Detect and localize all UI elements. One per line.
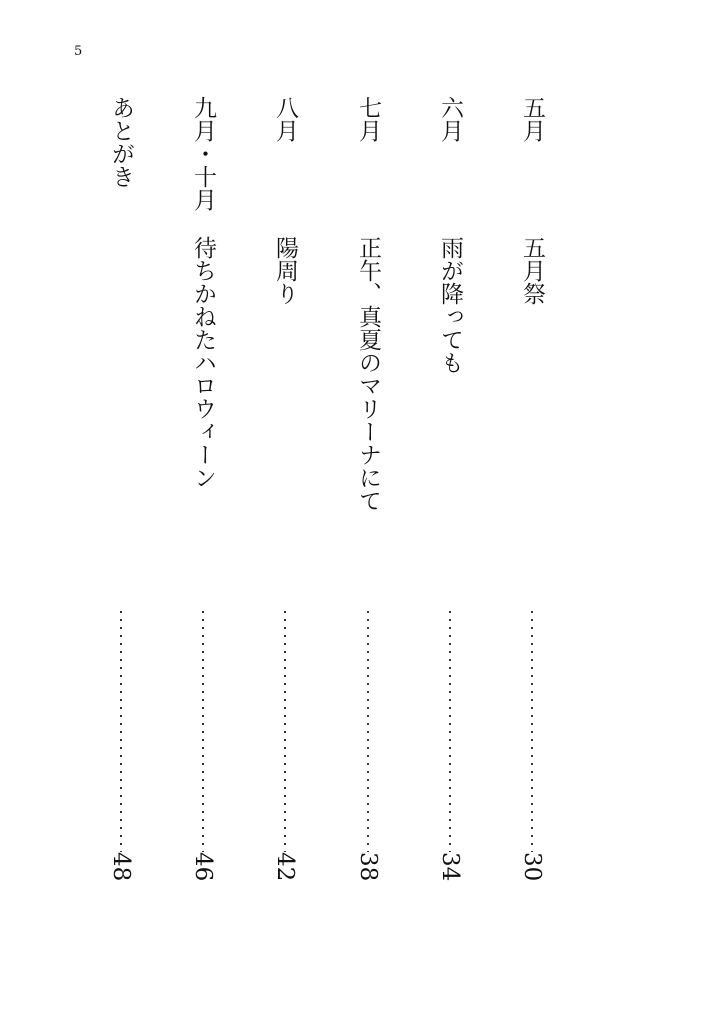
toc-title: 五月祭 [519,236,545,305]
toc-title: 雨が降っても [437,236,463,374]
toc-month: 六月 [437,96,463,142]
toc-title: 待ちかねたハロウィーン [190,236,216,489]
toc-entry-july [351,96,385,896]
toc-entry-august [268,96,302,896]
dot-leader [284,608,286,852]
toc-page-number: 42 [272,852,298,882]
toc-page-number: 46 [190,852,216,882]
toc-entry-afterword [104,96,138,896]
dot-leader [120,608,122,852]
toc-entry-may [515,96,549,896]
toc-title: 陽周り [272,236,298,305]
page-number: 5 [74,44,83,59]
toc-month: あとがき [108,96,134,188]
toc-month: 九月・十月 [190,96,216,211]
toc-entry-september-october [186,96,220,896]
toc-month: 七月 [355,96,381,142]
dot-leader [449,608,451,852]
toc-page-number: 38 [355,852,381,882]
dot-leader [367,608,369,852]
toc-month: 八月 [272,96,298,142]
dot-leader [202,608,204,852]
toc-entry-june [433,96,467,896]
toc-page-number: 34 [437,852,463,882]
toc-page-number: 48 [108,852,134,882]
toc-page-number: 30 [519,852,545,882]
dot-leader [531,608,533,852]
toc-month: 五月 [519,96,545,142]
toc-title: 正午、真夏のマリーナにて [355,236,381,512]
table-of-contents [0,96,726,996]
